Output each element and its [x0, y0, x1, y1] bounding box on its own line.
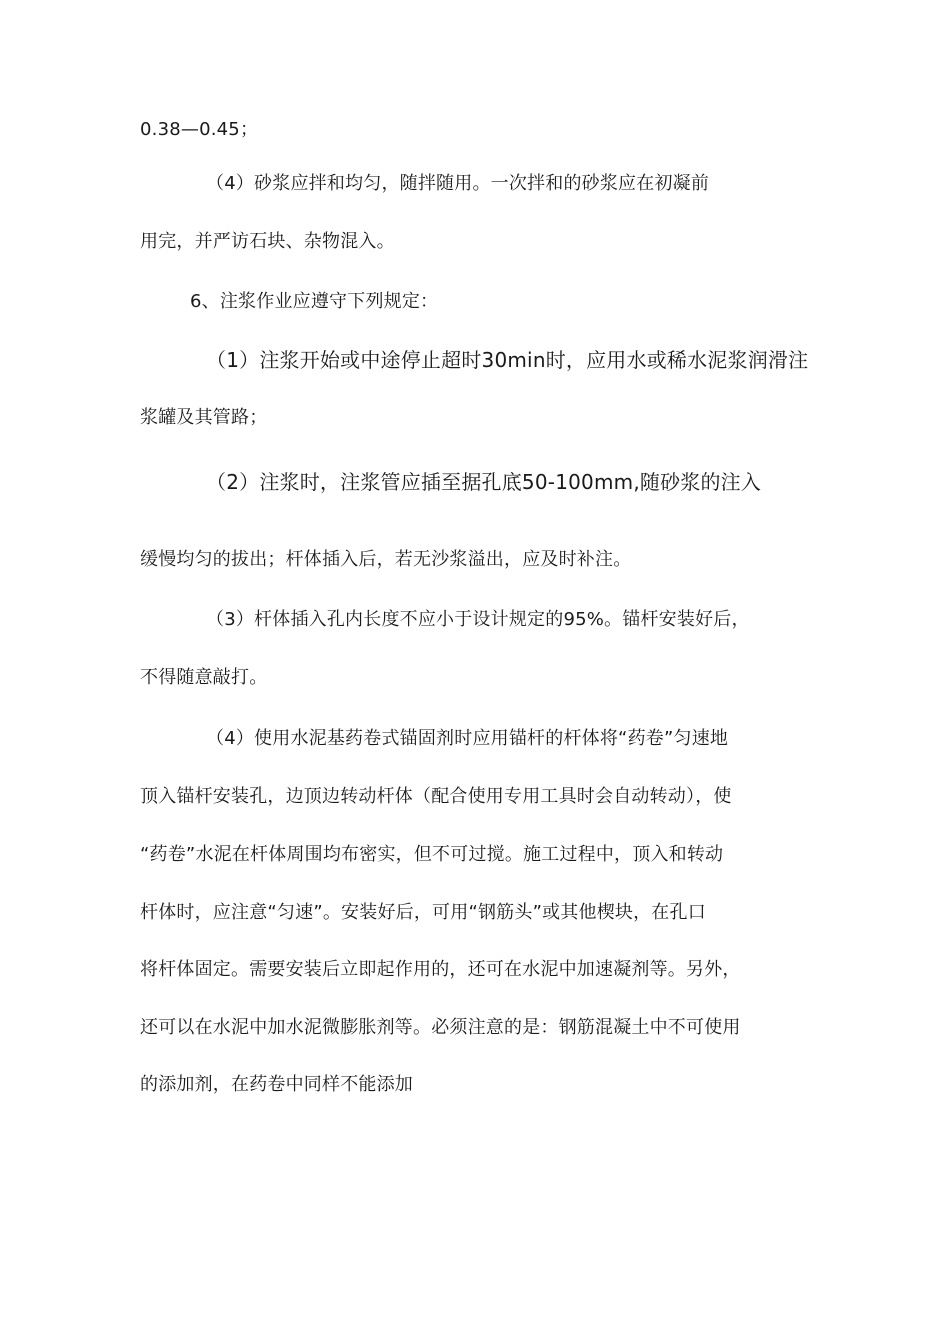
text-line-6: 浆罐及其管路；	[140, 407, 268, 428]
text-line-16: 还可以在水泥中加水泥微膨胀剂等。必须注意的是：钢筋混凝土中不可使用	[140, 1017, 741, 1038]
text-line-13: “药卷”水泥在杆体周围均布密实，但不可过搅。施工过程中，顶入和转动	[140, 844, 724, 865]
text-line-10: 不得随意敲打。	[140, 667, 268, 688]
text-line-3: 用完，并严访石块、杂物混入。	[140, 231, 395, 252]
text-line-5: （1）注浆开始或中途停止超时30min时，应用水或稀水泥浆润滑注	[206, 348, 809, 372]
text-line-17: 的添加剂，在药卷中同样不能添加	[140, 1074, 413, 1095]
text-line-15: 将杆体固定。需要安装后立即起作用的，还可在水泥中加速凝剂等。另外，	[140, 959, 741, 980]
text-line-2: （4）砂浆应拌和均匀，随拌随用。一次拌和的砂浆应在初凝前	[206, 173, 710, 194]
text-line-8: 缓慢均匀的拔出；杆体插入后，若无沙浆溢出，应及时补注。	[140, 549, 632, 570]
text-line-9: （3）杆体插入孔内长度不应小于设计规定的95%。锚杆安装好后，	[206, 609, 750, 630]
text-line-7: （2）注浆时，注浆管应插至据孔底50-100mm,随砂浆的注入	[206, 470, 762, 494]
text-line-11: （4）使用水泥基药卷式锚固剂时应用锚杆的杆体将“药卷”匀速地	[206, 728, 729, 749]
text-line-14: 杆体时，应注意“匀速”。安装好后，可用“钢筋头”或其他楔块，在孔口	[140, 902, 706, 923]
text-line-1: 0.38—0.45；	[140, 119, 259, 140]
section-heading: 6、注浆作业应遵守下列规定：	[190, 291, 439, 312]
text-line-12: 顶入锚杆安装孔，边顶边转动杆体（配合使用专用工具时会自动转动），使	[140, 786, 732, 807]
